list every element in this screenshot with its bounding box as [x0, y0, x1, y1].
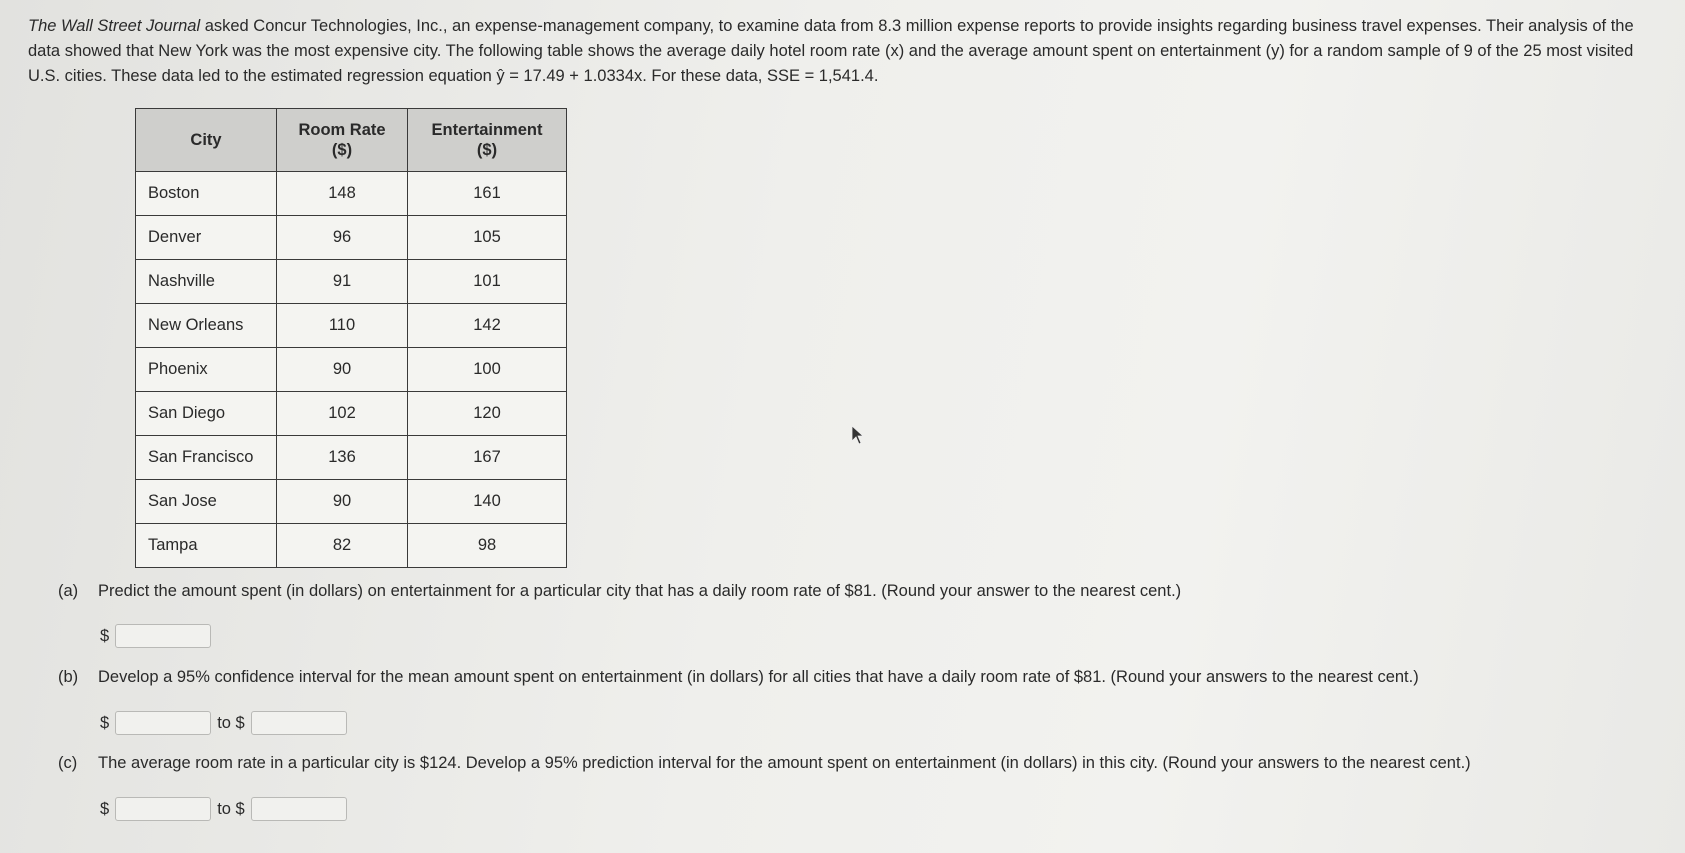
cell-entertainment: 105	[408, 216, 567, 260]
data-table	[135, 108, 567, 568]
publication-name: The Wall Street Journal	[28, 17, 201, 35]
cell-entertainment: 161	[408, 172, 567, 216]
table-row	[136, 348, 567, 392]
cell-room-rate: 82	[277, 524, 408, 568]
cell-entertainment: 98	[408, 524, 567, 568]
answer-c-to-label: to $	[217, 799, 245, 818]
question-b-label: (b)	[58, 668, 79, 686]
answer-a-input[interactable]	[115, 624, 211, 648]
question-a-label: (a)	[58, 582, 79, 600]
cell-entertainment: 101	[408, 260, 567, 304]
answer-c-currency: $	[100, 799, 110, 818]
mouse-cursor-icon	[851, 425, 865, 445]
question-a-text: Predict the amount spent (in dollars) on entertainment for a particular city that has a daily room rate of $81. (Round your answer to the nearest cent.)	[98, 582, 1182, 600]
table-row	[136, 216, 567, 260]
cell-room-rate: 91	[277, 260, 408, 304]
table-row	[136, 260, 567, 304]
intro-text: asked Concur Technologies, Inc., an expense-management company, to examine data from 8.3 million expense reports to provide insights regarding business travel expenses. Their analysis of the data showed that New York was the most expensive city. The following table shows the average daily hotel room rate (x) and the average amount spent on entertainment (y) for a random sample of 9 of the 25 most visited U.S. cities. These data led to the estimated regression equation ŷ = 17.49 + 1.0334x. For these data, SSE = 1,541.4.	[28, 17, 1634, 85]
cell-city: San Francisco	[136, 436, 277, 480]
table-row	[136, 480, 567, 524]
cell-room-rate: 136	[277, 436, 408, 480]
cell-room-rate: 90	[277, 480, 408, 524]
answer-c-upper-input[interactable]	[251, 797, 347, 821]
cell-room-rate: 110	[277, 304, 408, 348]
cell-entertainment: 142	[408, 304, 567, 348]
answer-c-lower-input[interactable]	[115, 797, 211, 821]
table-header-row	[136, 109, 567, 172]
cell-entertainment: 120	[408, 392, 567, 436]
answer-b-upper-input[interactable]	[251, 711, 347, 735]
answer-b-row	[100, 711, 347, 735]
cell-entertainment: 140	[408, 480, 567, 524]
question-b	[58, 668, 1658, 687]
header-city: City	[136, 109, 277, 172]
answer-b-currency: $	[100, 713, 110, 732]
cell-room-rate: 102	[277, 392, 408, 436]
answer-c-row	[100, 797, 347, 821]
table-row	[136, 304, 567, 348]
cell-room-rate: 148	[277, 172, 408, 216]
header-room-rate: Room Rate ($)	[277, 109, 408, 172]
question-c-label: (c)	[58, 754, 78, 772]
answer-b-lower-input[interactable]	[115, 711, 211, 735]
cell-city: Denver	[136, 216, 277, 260]
cell-room-rate: 96	[277, 216, 408, 260]
question-c-text: The average room rate in a particular city is $124. Develop a 95% prediction interval for the amount spent on entertainment (in dollars) in this city. (Round your answers to the nearest cent.)	[98, 754, 1471, 772]
answer-a-row	[100, 624, 211, 648]
cell-city: Phoenix	[136, 348, 277, 392]
cell-city: Boston	[136, 172, 277, 216]
table-row	[136, 524, 567, 568]
answer-a-currency: $	[100, 626, 110, 645]
table-row	[136, 436, 567, 480]
question-b-text: Develop a 95% confidence interval for the mean amount spent on entertainment (in dollars) for all cities that have a daily room rate of $81. (Round your answers to the nearest cent.)	[98, 668, 1419, 686]
question-a	[58, 582, 1658, 601]
cell-city: San Jose	[136, 480, 277, 524]
problem-intro	[28, 14, 1668, 89]
cell-entertainment: 100	[408, 348, 567, 392]
cell-room-rate: 90	[277, 348, 408, 392]
table-row	[136, 392, 567, 436]
table-row	[136, 172, 567, 216]
cell-city: New Orleans	[136, 304, 277, 348]
cell-city: San Diego	[136, 392, 277, 436]
question-c	[58, 754, 1658, 773]
cell-city: Nashville	[136, 260, 277, 304]
header-entertainment: Entertainment ($)	[408, 109, 567, 172]
answer-b-to-label: to $	[217, 713, 245, 732]
cell-entertainment: 167	[408, 436, 567, 480]
cell-city: Tampa	[136, 524, 277, 568]
